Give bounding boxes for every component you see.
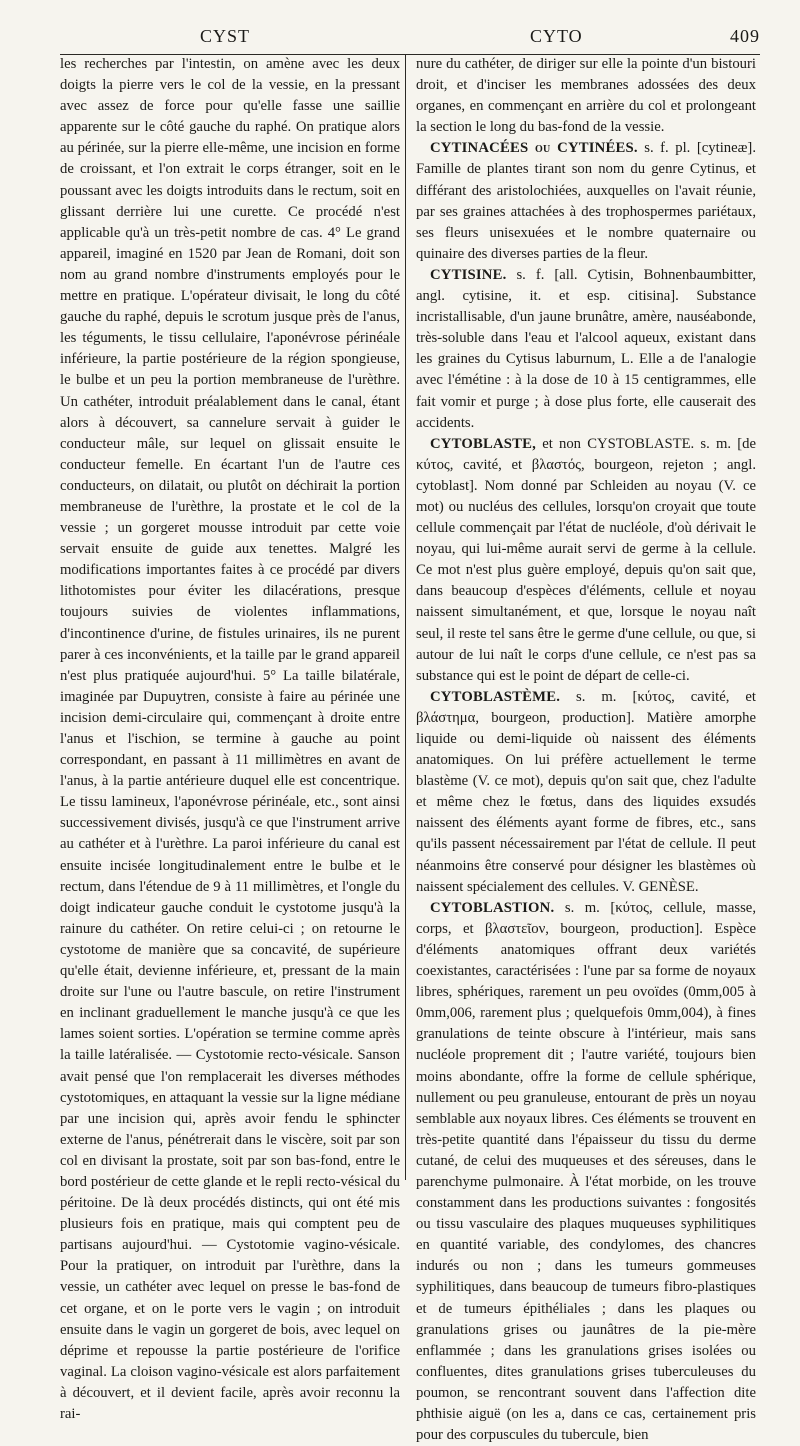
left-column-text: les recherches par l'intestin, on amène avec les deux doigts la pierre vers le col de la vessie, en la pressant avec assez de force pour qu'elle fasse une saillie apparente sur le côté gauche du raphé. On pratique alors au périnée, sur la pierre elle-même, une incision en forme de croissant, et l'on extrait le corps étranger, soit en le poussant avec les doigts introduits dans le rectum, soit en glissant derrière lui une curette. Ce procédé n'est applicable qu'à un très-petit nombre de cas. 4° Le grand appareil, imaginé en 1520 par Jean de Romani, doit son nom au grand nombre d'instruments employés pour le mettre en pratique. L'opérateur divisait, le long du côté gauche du raphé, depuis le scrotum jusque près de l'anus, les téguments, le tissu cellulaire, l'aponévrose périnéale inférieure, la partie postérieure de la région spongieuse, le bulbe et un peu la portion membraneuse de l'urèthre. Un cathéter, introduit préalablement dans le canal, étant alors à découvert, sa cannelure servait à guider le conducteur mâle, sur lequel on glissait ensuite le conducteur femelle. En écartant l'un de l'autre ces conducteurs, on dilatait, ou plutôt on déchirait la portion membraneuse de l'urèthre, la prostate et le col de la vessie ; un gorgeret mousse introduit par cette voie servait ensuite de guide aux tenettes. Malgré les modifications importantes faites à ce procédé par divers lithotomistes pour éviter les dilacérations, presque toujours suivies de violentes inflammations, d'incontinence d'urine, de fistules urinaires, ils ne purent parer à ces inconvénients, et la taille par le grand appareil n'est plus pratiquée aujourd'hui. 5° La taille bilatérale, imaginée par Dupuytren, consiste à faire au périnée une incision demi-circulaire qui, commençant à droite entre l'anus et l'ischion, se termine à gauche au point correspondant, en passant à 11 millimètres en avant de l'anus, à la partie antérieure duquel elle est concentrique. Le tissu lamineux, l'aponévrose périnéale, etc., sont ainsi successivement divisés, jusqu'à ce que l'instrument arrive au cathéter et à l'urèthre. La paroi inférieure du canal est ensuite incisée longitudinalement entre le bulbe et le rectum, dans l'étendue de 9 à 11 millimètres, et l'ongle du doigt indicateur gauche conduit le cystotome jusqu'à la rainure du cathéter. On retire celui-ci ; on retourne le cystotome de manière que sa concavité, de supérieure qu'elle était, devienne inférieure, et, pressant de la main droite sur l'une ou l'autre bascule, on retire l'instrument en inclinant graduellement le manche jusqu'à ce que les lames soient sorties. L'opération se termine comme après la taille latéralisée. — Cystotomie recto-vésicale. Sanson avait pensé que l'on remplacerait les diverses méthodes cystotomiques, en attaquant la vessie sur la ligne médiane par une incision qui, après avoir fendu le sphincter externe de l'anus, pénétrerait dans le viscère, soit par son col en divisant la prostate, soit par son bas-fond, entre le bord postérieur de cette glande et le repli recto-vésical du péritoine. De là deux procédés distincts, qui ont été mis plusieurs fois en pratique, mais qui comptent peu de partisans aujourd'hui. — Cystotomie vagino-vésicale. Pour la pratiquer, on introduit par l'urèthre, dans la vessie, un cathéter avec lequel on presse le bas-fond de cet organe, et on le porte vers le vagin ; on introduit ensuite dans le vagin un gorgeret de bois, avec lequel on déprime et repousse la partie postérieure de l'orifice vaginal. La cloison vagino-vésicale est alors parfaitement à découvert, et il devient facile, après avoir reconnu la rai- — [60, 56, 400, 1422]
right-column — [416, 54, 757, 1444]
entry-headword: CYTOBLASTÈME. — [430, 688, 561, 705]
running-head — [60, 26, 760, 52]
continuation-text: nure du cathéter, de diriger sur elle la pointe d'un bistouri droit, et d'inciser les membranes adossées des deux organes, en commençant en arrière du col et prolongeant la section le long du bas-fond de la vessie. — [416, 56, 756, 136]
entry-headword: CYTOBLASTE, — [430, 435, 537, 452]
entry-headword: CYTOBLASTION. — [430, 899, 555, 916]
column-divider — [405, 55, 406, 1180]
left-column — [60, 54, 400, 1422]
entry-body: s. m. [κύτος, cavité, et βλάστημα, bourgeon, production]. Matière amorphe liquide ou demi-liquide où naissent des éléments anatomiques. On lui préfère actuellement le terme blastème (V. ce mot), depuis qu'on sait que, chez l'adulte et même chez le fœtus, dans des liquides exsudés naissent des éléments ayant forme de fibres, etc., sans qu'ils passent nécessairement par l'état de cellule. Il peut néanmoins être conservé pour désigner les blastèmes où naissent spécialement des cellules. V. GENÈSE. — [416, 688, 756, 895]
entry-cytoblaste — [416, 434, 756, 687]
entry-cytisine — [416, 265, 756, 434]
entry-cytoblastion — [416, 898, 756, 1446]
entry-body: s. f. pl. [cytineæ]. Famille de plantes tirant son nom du genre Cytinus, et différant des aristolochiées, auxquelles on l'avait réunie, par ses graines attachées à des trophospermes pariétaux, ses fleurs unisexuées et le nombre quaternaire ou quinaire des diverses parties de la fleur. — [416, 140, 756, 262]
running-head-center: CYTO — [530, 26, 583, 46]
entry-body: s. m. [κύτος, cellule, masse, corps, et βλαστεῖον, bourgeon, production]. Espèce d'éléments anatomiques offrant deux variétés coexistantes, caractérisées : l'une par sa forme de noyaux libres, sphériques, rarement un peu ovoïdes (0mm,005 à 0mm,006, rarement plus ; quelquefois 0mm,004), à fines granulations de teinte obscure à l'intérieur, mais sans nucléole proprement dit ; l'autre variété, toujours bien moins abondante, offre la forme de cellule sphérique, nullement ou peu granuleuse, entourant de près un noyau semblable aux noyaux libres. Ces éléments se trouvent en très-petite quantité dans l'épaisseur du tissu du derme cutané, de celui des muqueuses et des séreuses, dans le parenchyme pulmonaire. À l'état morbide, on les trouve constamment dans les productions suivantes : fongosités ou tissu vasculaire des plaques muqueuses syphilitiques en quantité variable, des condylomes, des chancres indurés ou non ; dans les tumeurs gommeuses syphilitiques, dans beaucoup de tumeurs fibro-plastiques et de tumeurs épithéliales ; dans les plaques ou granulations grises ou jaunâtres de la pie-mère enflammée ; dans les granulations grises isolées ou confluentes, dites granulations grises tuberculeuses du poumon, se rencontrant souvent dans l'affection dite phthisie aiguë (on les a, dans ce cas, certainement pris pour des corpuscules du tubercule, bien — [416, 899, 756, 1444]
page-number: 409 — [730, 26, 760, 46]
entry-cytinacees — [416, 138, 756, 265]
entry-body: et non CYSTOBLASTE. s. m. [de κύτος, cavité, et βλαστός, bourgeon, rejeton ; angl. cytoblast]. Nom donné par Schleiden au noyau (V. ce mot) ou nucléus des cellules, lorsqu'on croyait que toute cellule commençait par l'état de nucléole, d'où dérivait le noyau, qui lui-même aurait servi de germe à la cellule. Ce mot n'est plus guère employé, depuis qu'on sait que, dans beaucoup d'espèces d'éléments, cellule et noyau naissent simultanément, et que, lorsque le noyau naît seul, il reste tel sans être le germe d'une cellule, ou que, si autour de lui naît le corps d'une cellule, ce n'est pas sa substance qui est le point de départ de celle-ci. — [416, 435, 757, 684]
entry-body: s. f. [all. Cytisin, Bohnenbaumbitter, angl. cytisine, it. et esp. citisina]. Substance incristallisable, d'un jaune brunâtre, amère, nauséabonde, très-soluble dans l'eau et l'alcool aqueux, existant dans les graines du Cytisus laburnum, L. Elle a de l'analogie avec l'émétine : à la dose de 10 à 15 centigrammes, elle fait vomir et purge ; à dose plus forte, elle causerait des accidents. — [416, 266, 757, 431]
running-head-left: CYST — [200, 26, 251, 46]
entry-cytoblasteme — [416, 687, 756, 898]
entry-headword: CYTISINE. — [430, 266, 507, 283]
entry-headword: CYTINACÉES ou CYTINÉES. — [430, 140, 638, 157]
